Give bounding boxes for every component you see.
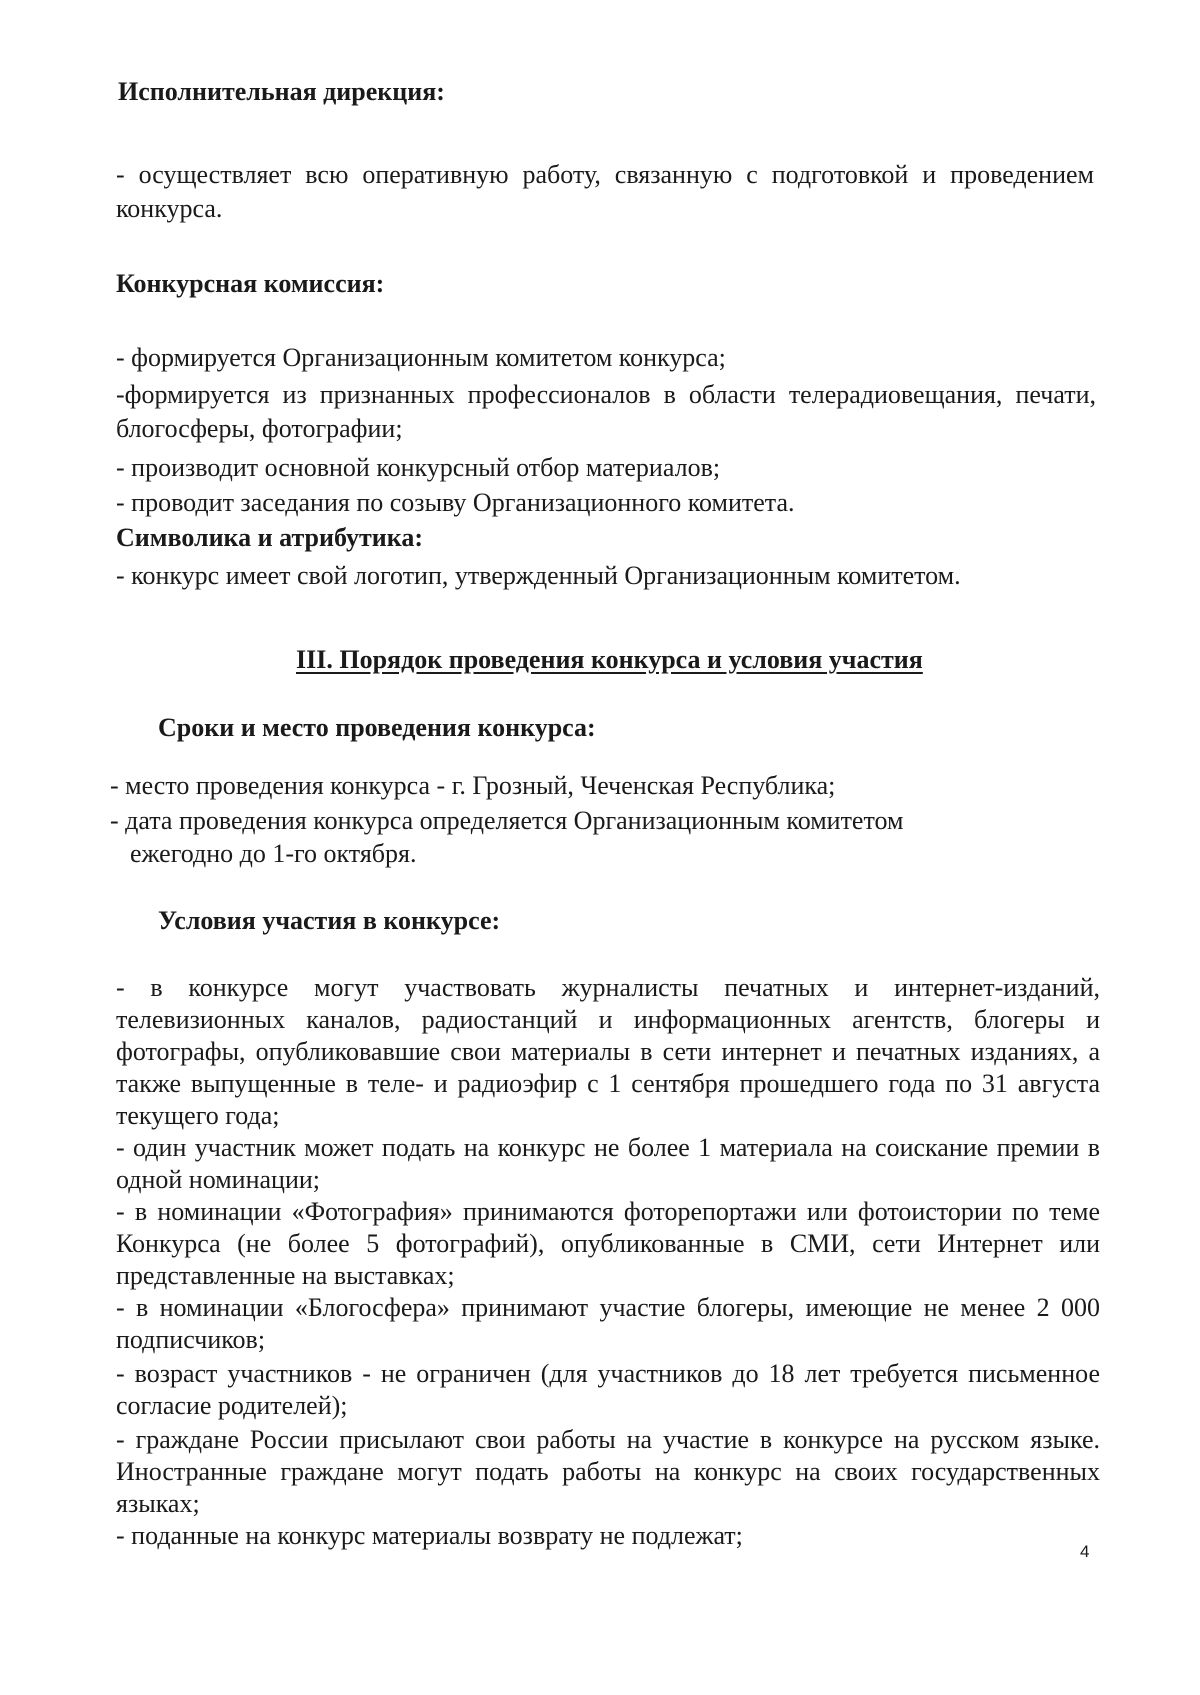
commission-item: - производит основной конкурсный отбор материалов; <box>116 453 721 482</box>
exec-directorate-text: - осуществляет всю оперативную работу, связанную с подготовкой и проведением конкурса. <box>116 160 1094 223</box>
dates-place-item: - дата проведения конкурса определяется Организационным комитетом <box>110 806 904 835</box>
chapter-title: III. Порядок проведения конкурса и условия участия <box>296 645 923 674</box>
conditions-heading: Условия участия в конкурсе: <box>158 906 501 935</box>
symbols-heading: Символика и атрибутика: <box>116 523 423 552</box>
commission-heading: Конкурсная комиссия: <box>116 269 385 298</box>
dates-place-item: - место проведения конкурса - г. Грозный, Чеченская Республика; <box>110 771 836 800</box>
conditions-item: - в конкурсе могут участвовать журналисты печатных и интернет-изданий, телевизионных каналов, радиостанций и информационных агентств, блогеры и фотографы, опубликовавшие свои материалы в сети интернет и печатных изданиях, а также выпущенные в теле- и радиоэфир с 1 сентября прошедшего года по 31 августа текущего года; <box>116 973 1100 1130</box>
conditions-item: - в номинации «Блогосфера» принимают участие блогеры, имеющие не менее 2 000 подписчиков; <box>116 1293 1100 1354</box>
commission-item: -формируется из признанных профессионалов в области телерадиовещания, печати, блогосферы, фотографии; <box>116 380 1096 443</box>
commission-item: - проводит заседания по созыву Организационного комитета. <box>116 488 795 517</box>
conditions-item: - граждане России присылают свои работы на участие в конкурсе на русском языке. Иностранные граждане могут подать работы на конкурс на своих государственных языках; <box>116 1425 1100 1518</box>
page-number: 4 <box>1080 1542 1090 1561</box>
dates-place-item: ежегодно до 1-го октября. <box>130 839 417 868</box>
conditions-item: - в номинации «Фотография» принимаются фоторепортажи или фотоистории по теме Конкурса (не более 5 фотографий), опубликованные в СМИ, сети Интернет или представленные на выставках; <box>116 1197 1100 1290</box>
conditions-item: - возраст участников - не ограничен (для участников до 18 лет требуется письменное согласие родителей); <box>116 1359 1100 1420</box>
conditions-item: - один участник может подать на конкурс не более 1 материала на соискание премии в одной номинации; <box>116 1133 1100 1194</box>
symbols-text: - конкурс имеет свой логотип, утвержденный Организационным комитетом. <box>116 561 961 590</box>
exec-directorate-heading: Исполнительная дирекция: <box>118 77 445 106</box>
dates-place-heading: Сроки и место проведения конкурса: <box>158 713 596 742</box>
conditions-item: - поданные на конкурс материалы возврату не подлежат; <box>116 1521 743 1550</box>
commission-item: - формируется Организационным комитетом конкурса; <box>116 343 726 372</box>
